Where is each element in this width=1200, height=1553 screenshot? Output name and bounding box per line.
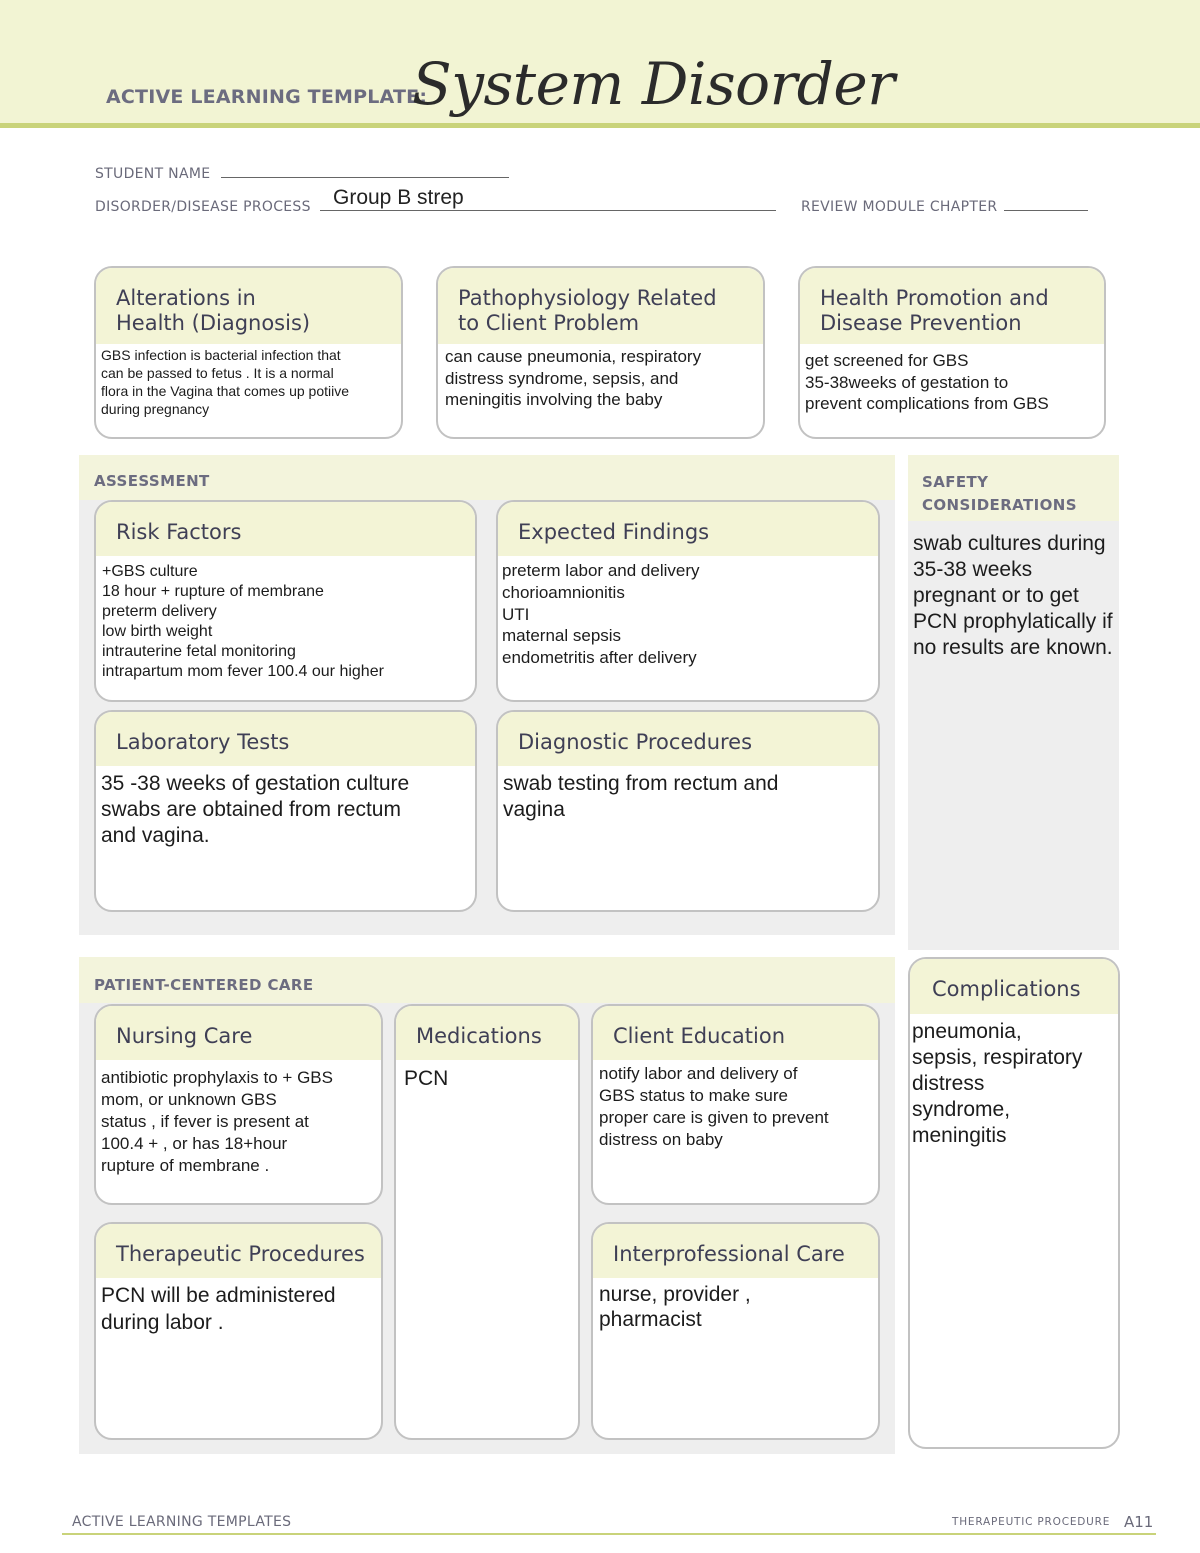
therapeutic-procedures-title: Therapeutic Procedures	[96, 1224, 381, 1278]
expected-findings-title: Expected Findings	[498, 502, 878, 556]
diagnostic-procedures-title: Diagnostic Procedures	[498, 712, 878, 766]
nursing-care-text: antibiotic prophylaxis to + GBS mom, or unknown GBS status , if fever is present at 100.4 + , or has 18+hour rupture of membrane .	[101, 1068, 333, 1175]
medications-title: Medications	[396, 1006, 578, 1060]
disorder-label: DISORDER/DISEASE PROCESS	[95, 199, 311, 215]
medications-text: PCN	[404, 1067, 449, 1090]
laboratory-tests-title: Laboratory Tests	[96, 712, 475, 766]
risk-factors-box[interactable]	[94, 500, 477, 702]
template-title: System Disorder	[412, 50, 895, 118]
expected-findings-text: preterm labor and delivery chorioamnionitis UTI maternal sepsis endometritis after delivery	[502, 561, 700, 668]
interprofessional-care-text: nurse, provider , pharmacist	[599, 1283, 751, 1331]
health-promotion-box[interactable]	[798, 266, 1106, 439]
client-education-box[interactable]	[591, 1004, 880, 1205]
review-module-label: REVIEW MODULE CHAPTER	[801, 199, 998, 215]
pathophysiology-box[interactable]	[436, 266, 765, 439]
assessment-label: ASSESSMENT	[94, 472, 210, 490]
diagnostic-procedures-box[interactable]	[496, 710, 880, 912]
expected-findings-box[interactable]	[496, 500, 880, 702]
therapeutic-procedures-text: PCN will be administered during labor .	[101, 1284, 336, 1334]
safety-text: swab cultures during 35-38 weeks pregnant or to get PCN prophylatically if no results are known.	[913, 532, 1113, 659]
review-module-line[interactable]	[1004, 198, 1088, 211]
client-education-title: Client Education	[593, 1006, 878, 1060]
health-promotion-title: Health Promotion and Disease Prevention	[800, 268, 1104, 344]
risk-factors-text: +GBS culture 18 hour + rupture of membrane preterm delivery low birth weight intrauterine fetal monitoring intrapartum mom fever 100.4 our higher	[102, 563, 384, 680]
disorder-value: Group B strep	[333, 186, 464, 209]
pathophysiology-title: Pathophysiology Related to Client Problem	[438, 268, 763, 344]
pathophysiology-text: can cause pneumonia, respiratory distress syndrome, sepsis, and meningitis involving the baby	[445, 347, 702, 409]
therapeutic-procedures-box[interactable]	[94, 1222, 383, 1440]
header-divider	[0, 123, 1200, 128]
patient-centered-care-label: PATIENT-CENTERED CARE	[94, 976, 314, 994]
footer-right-label: THERAPEUTIC PROCEDURE	[952, 1516, 1111, 1528]
interprofessional-care-title: Interprofessional Care	[593, 1224, 878, 1278]
template-label: ACTIVE LEARNING TEMPLATE:	[106, 86, 428, 108]
risk-factors-title: Risk Factors	[96, 502, 475, 556]
safety-label: SAFETY CONSIDERATIONS	[922, 473, 1077, 514]
student-name-line[interactable]	[221, 165, 509, 178]
safety-panel[interactable]	[908, 455, 1119, 950]
client-education-text: notify labor and delivery of GBS status to make sure proper care is given to prevent distress on baby	[599, 1064, 829, 1149]
interprofessional-care-box[interactable]	[591, 1222, 880, 1440]
complications-title: Complications	[910, 959, 1118, 1014]
footer-left-label: ACTIVE LEARNING TEMPLATES	[72, 1514, 292, 1530]
complications-text: pneumonia, sepsis, respiratory distress syndrome, meningitis	[912, 1020, 1083, 1147]
review-module-field[interactable]	[801, 198, 1088, 215]
alterations-title: Alterations in Health (Diagnosis)	[96, 268, 401, 344]
laboratory-tests-box[interactable]	[94, 710, 477, 912]
footer-page-number: A11	[1124, 1513, 1154, 1531]
complications-box[interactable]	[908, 957, 1120, 1449]
footer-divider	[62, 1533, 1156, 1535]
student-name-label: STUDENT NAME	[95, 166, 211, 182]
student-name-field[interactable]	[95, 165, 509, 182]
laboratory-tests-text: 35 -38 weeks of gestation culture swabs are obtained from rectum and vagina.	[101, 772, 410, 847]
safety-header	[908, 455, 1119, 521]
alterations-box[interactable]	[94, 266, 403, 439]
nursing-care-title: Nursing Care	[96, 1006, 381, 1060]
alterations-text: GBS infection is bacterial infection that can be passed to fetus . It is a normal flora in the Vagina that comes up potiive during pregnancy	[101, 347, 350, 417]
health-promotion-text: get screened for GBS 35-38weeks of gestation to prevent complications from GBS	[805, 351, 1049, 413]
diagnostic-procedures-text: swab testing from rectum and vagina	[503, 772, 779, 821]
nursing-care-box[interactable]	[94, 1004, 383, 1205]
medications-box[interactable]	[394, 1004, 580, 1440]
